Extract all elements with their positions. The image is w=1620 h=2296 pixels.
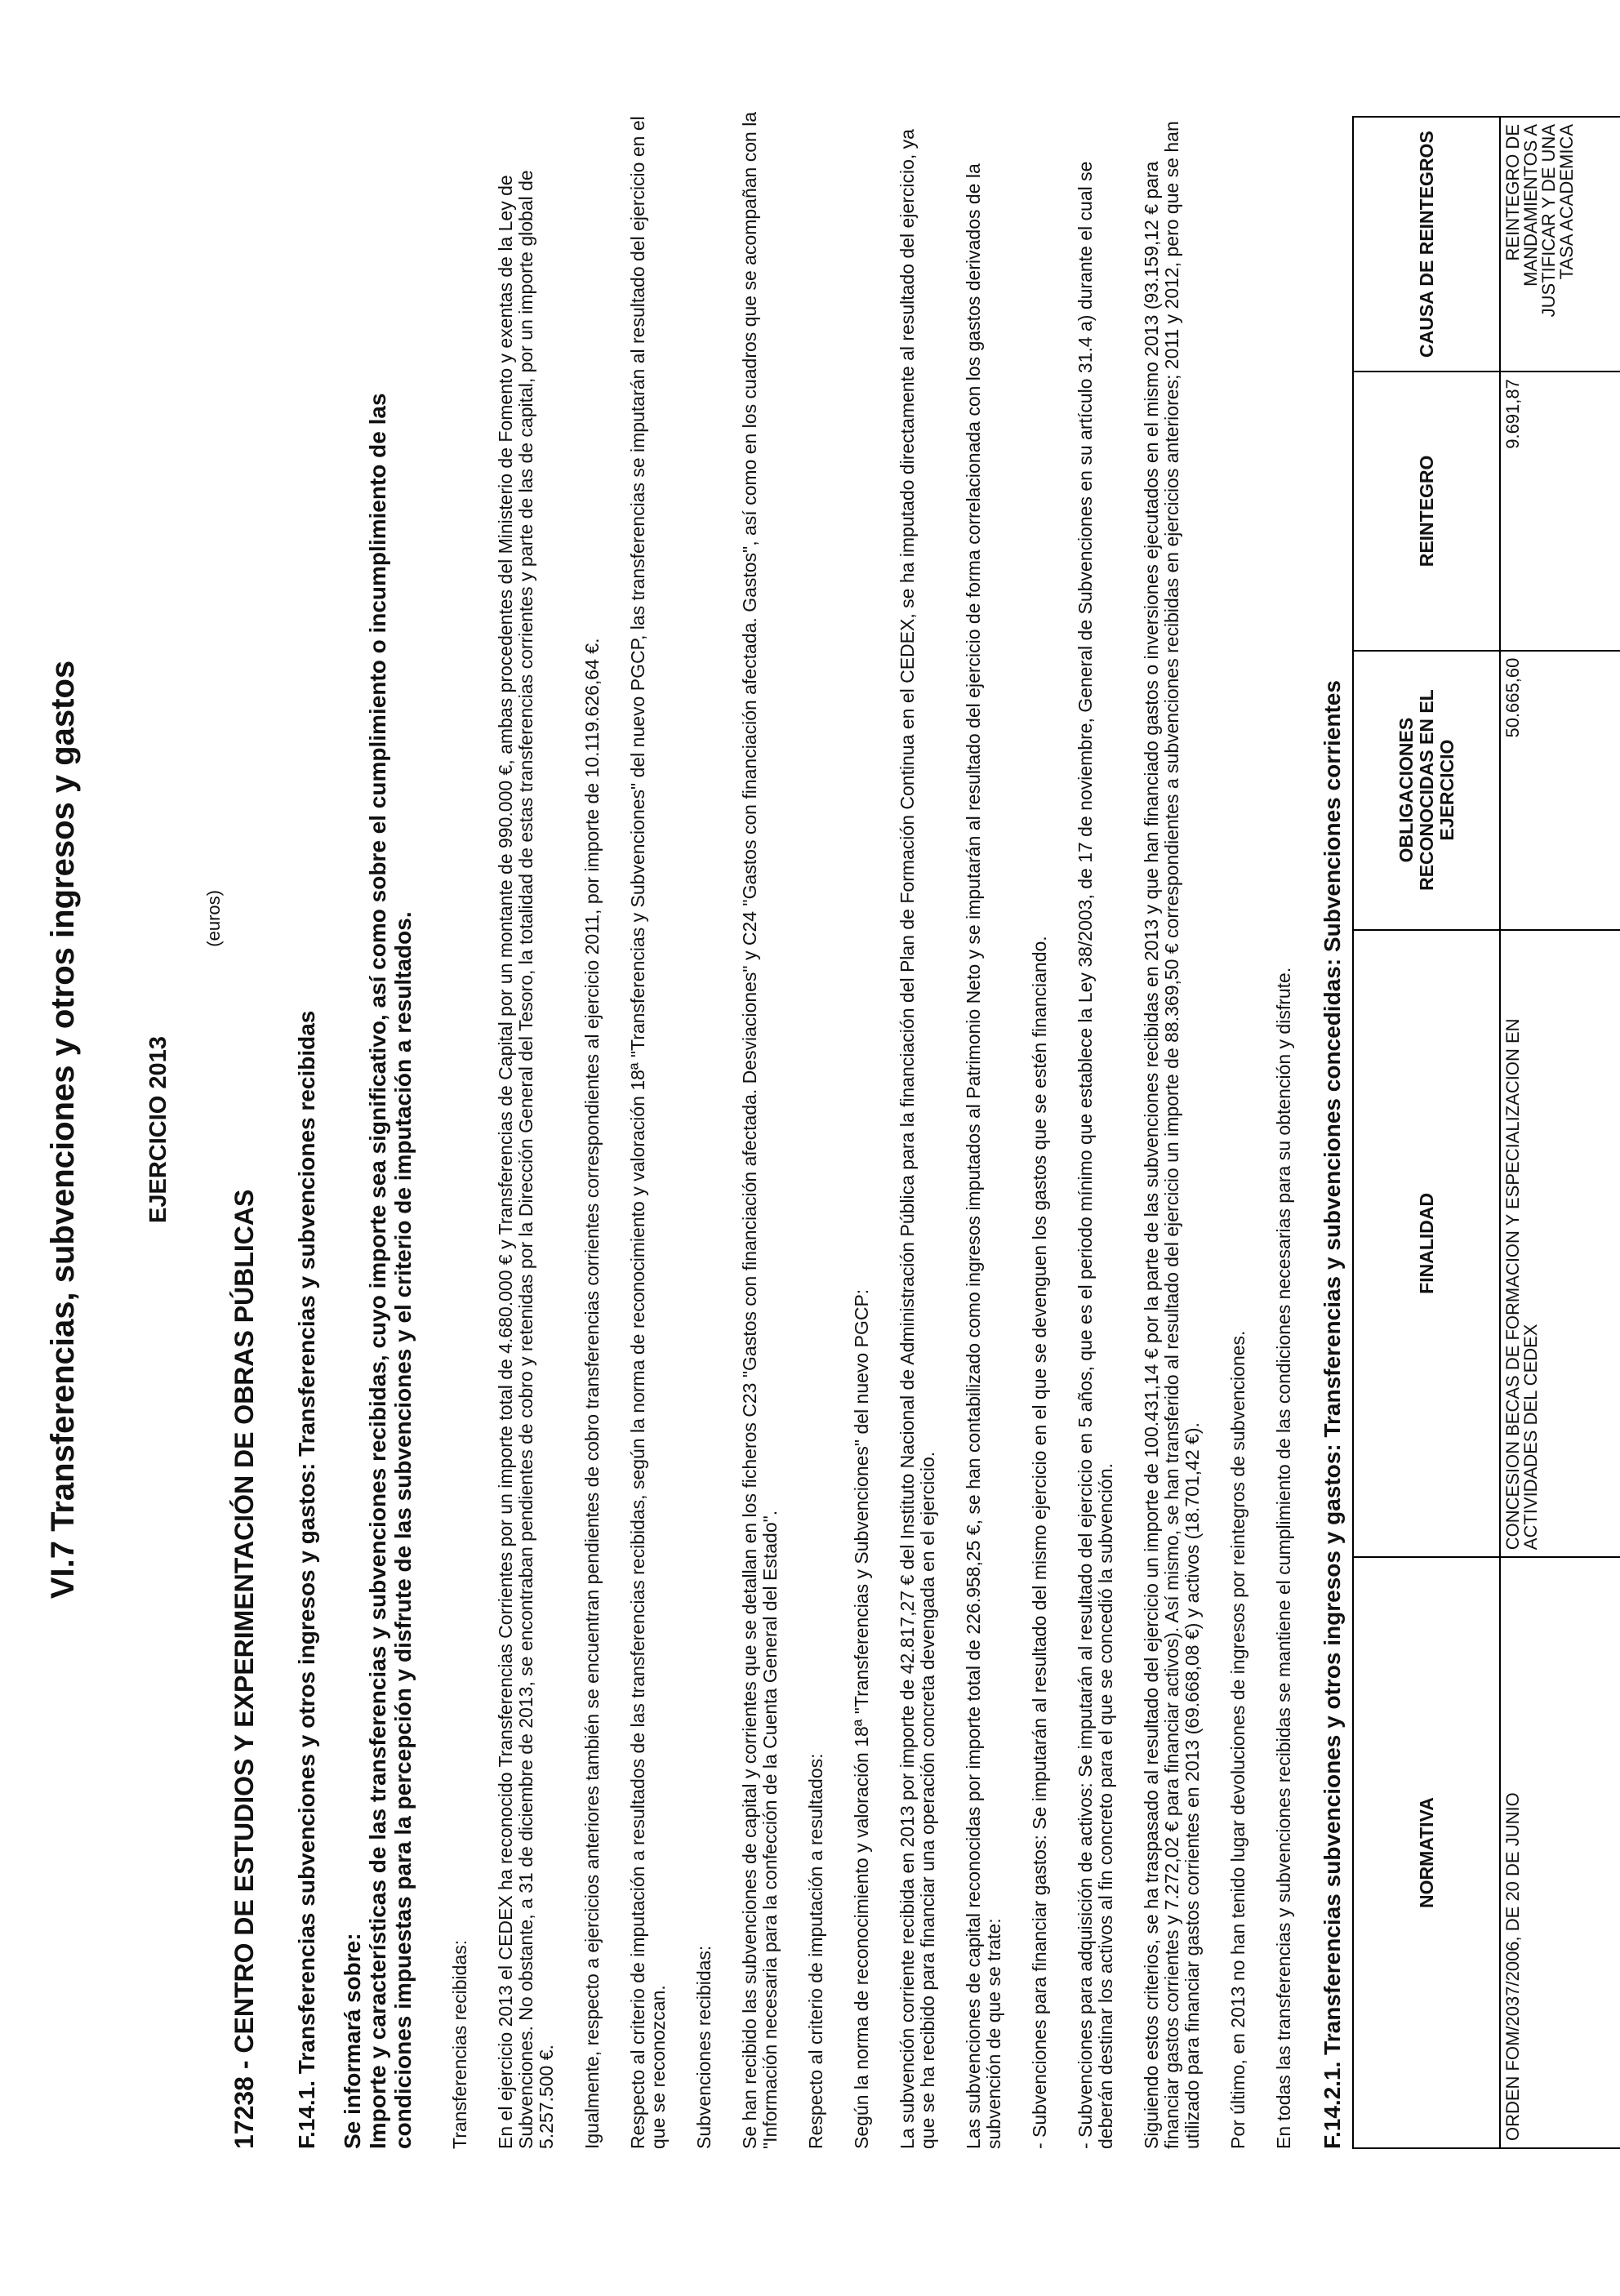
units-label: (euros) bbox=[203, 890, 224, 947]
header-obligaciones-line-2: RECONOCIDAS EN EL bbox=[1415, 689, 1437, 891]
header-causa: CAUSA DE REINTEGROS bbox=[1353, 117, 1500, 372]
header-obligaciones-line-1: OBLIGACIONES bbox=[1395, 717, 1417, 863]
subvenciones-corrientes-table bbox=[1352, 116, 1620, 2149]
header-reintegro: REINTEGRO bbox=[1353, 372, 1500, 651]
table-row bbox=[1500, 117, 1620, 2148]
units-row bbox=[203, 110, 225, 2149]
header-finalidad: FINALIDAD bbox=[1353, 930, 1500, 1558]
inform-block bbox=[340, 110, 416, 2149]
cell-obligaciones: 50.665,60 bbox=[1500, 651, 1620, 930]
paragraph-traspaso-resultado: Siguiendo estos criterios, se ha traspasado al resultado del ejercicio un importe de 100.431,14 € por la parte de las subvenciones recibidas en 2013 y que han financiado gastos o inversiones ejecutados en el mismo 2013 (93.159,12 € para financiar gastos corrientes y 7.272,02 € para financiar activos). Así mismo, se han transferido al resultado del ejercicio un importe de 88.369,50 € correspondientes a subvenciones recibidas en ejercicios anteriores; 2011 y 2012, pero que se han utilizado para financiar gastos corrientes en 2013 (69.668,08 €) y activos (18.701,42 €). bbox=[1141, 121, 1203, 2149]
cell-causa-line-2: MANDAMIENTOS A bbox=[1520, 124, 1541, 287]
page-title: VI.7 Transferencias, subvenciones y otros ingresos y gastos bbox=[45, 660, 81, 1600]
inform-line-2: Importe y características de las transferencias y subvenciones recibidas, cuyo importe sea significativo, así como sobre el cumplimiento o incumplimiento de las bbox=[365, 393, 390, 2149]
cell-normativa: ORDEN FOM/2037/2006, DE 20 DE JUNIO bbox=[1500, 1557, 1620, 2148]
cell-reintegro: 9.691,87 bbox=[1500, 372, 1620, 651]
cell-causa bbox=[1500, 117, 1620, 372]
paragraph-criterio-imputacion: Respecto al criterio de imputación a resultados: bbox=[805, 1753, 826, 2149]
paragraph-ficheros: Se han recibido las subvenciones de capital y corrientes que se detallan en los ficheros C23 "Gastos con financiación afectada. Desviaciones" y C24 "Gastos con financiación afectada. Gastos", así como en los cuadros que se acompañan con la "Información necesaria para la confección de la Cuenta General del Estado". bbox=[739, 111, 781, 2149]
cell-finalidad-line-2: ACTIVIDADES DEL CEDEX bbox=[1520, 1324, 1541, 1551]
paragraph-cumplimiento: En todas las transferencias y subvenciones recibidas se mantiene el cumplimiento de las condiciones necesarias para su obtención y disfrute. bbox=[1273, 967, 1294, 2149]
table-header-row bbox=[1353, 117, 1500, 2148]
paragraph-subvenciones-capital: Las subvenciones de capital reconocidas por importe total de 226.958,25 €, se han contabilizado como ingresos imputados al Patrimonio Neto y se imputarán al resultado del ejercicio de forma correlacionada con los gastos derivados de la subvención de que se trate: bbox=[963, 163, 1004, 2149]
entity-heading: 17238 - CENTRO DE ESTUDIOS Y EXPERIMENTACIÓN DE OBRAS PÚBLICAS bbox=[229, 1189, 259, 2149]
cell-finalidad bbox=[1500, 930, 1620, 1558]
paragraph-adquisicion-activos: - Subvenciones para adquisición de activos: Se imputarán al resultado del ejercicio en 5 años, que es el periodo mínimo que establece la Ley 38/2003, de 17 de noviembre, General de Subvenciones en su artículo 31.4 a) durante el cual se deberán destinar los activos al fin concreto para el que se concedió la subvención. bbox=[1075, 161, 1116, 2149]
exercise-heading: EJERCICIO 2013 bbox=[145, 1036, 171, 1223]
paragraph-criterio-transferencias: Respecto al criterio de imputación a resultados de las transferencias recibidas, según la norma de reconocimiento y valoración 18ª "Transferencias y Subvenciones" del nuevo PGCP, las transferencias se imputarán al resultado del ejercicio en el que se reconozcan. bbox=[627, 116, 669, 2149]
header-obligaciones-line-3: EJERCICIO bbox=[1435, 739, 1458, 841]
paragraph-subvenciones-recibidas: Subvenciones recibidas: bbox=[693, 1945, 714, 2149]
paragraph-devoluciones: Por último, en 2013 no han tenido lugar devoluciones de ingresos por reintegros de subvenciones. bbox=[1227, 1330, 1248, 2149]
cell-causa-line-1: REINTEGRO DE bbox=[1502, 124, 1523, 261]
cell-causa-line-4: TASA ACADEMICA bbox=[1556, 124, 1577, 280]
header-obligaciones bbox=[1353, 651, 1500, 930]
paragraph-norma: Según la norma de reconocimiento y valoración 18ª "Transferencias y Subvenciones" del nuevo PGCP: bbox=[851, 1288, 872, 2149]
paragraph-subvencion-corriente: La subvención corriente recibida en 2013 por importe de 42.817,27 € del Instituto Nacional de Administración Pública para la financiación del Plan de Formación Continua en el CEDEX, se ha imputado directamente al resultado del ejercicio, ya que se ha recibido para financiar una operación concreta devengada en el ejercicio. bbox=[897, 129, 938, 2149]
header-normativa: NORMATIVA bbox=[1353, 1557, 1500, 2148]
cell-causa-line-3: JUSTIFICAR Y DE UNA bbox=[1538, 124, 1559, 318]
inform-line-1: Se informará sobre: bbox=[340, 1933, 365, 2149]
paragraph-transferencias-importe: En el ejercicio 2013 el CEDEX ha reconocido Transferencias Corrientes por un importe total de 4.680.000 € y Transferencias de Capital por un montante de 990.000 €, ambas procedentes del Ministerio de Fomento y exentas de la Ley de Subvenciones. No obstante, a 31 de diciembre de 2013, se encontraban pendientes de cobro y retenidas por la Dirección General del Tesoro, la totalidad de estas transferencias corrientes y parte de las de capital, por un importe global de 5.257.500 €. bbox=[495, 170, 557, 2149]
section-heading-f141: F.14.1. Transferencias subvenciones y otros ingresos y gastos: Transferencias y subvenciones recibidas bbox=[294, 1010, 319, 2149]
paragraph-financiar-gastos: - Subvenciones para financiar gastos: Se imputarán al resultado del mismo ejercicio en el que se devenguen los gastos que se estén financiando. bbox=[1029, 936, 1050, 2149]
paragraph-transferencias-recibidas: Transferencias recibidas: bbox=[449, 1939, 470, 2149]
paragraph-ejercicios-anteriores: Igualmente, respecto a ejercicios anteriores también se encuentran pendientes de cobro transferencias corrientes correspondientes al ejercicio 2011, por importe de 10.119.626,64 €. bbox=[581, 638, 603, 2149]
inform-line-3: condiciones impuestas para la percepción y disfrute de las subvenciones y el criterio de imputación a resultados. bbox=[390, 911, 416, 2149]
cell-finalidad-line-1: CONCESION BECAS DE FORMACION Y ESPECIALIZACION EN bbox=[1502, 1018, 1523, 1551]
section-heading-f1421: F.14.2.1. Transferencias subvenciones y otros ingresos y gastos: Transferencias y subvenciones concedidas: Subvenciones corrientes bbox=[1320, 680, 1345, 2149]
